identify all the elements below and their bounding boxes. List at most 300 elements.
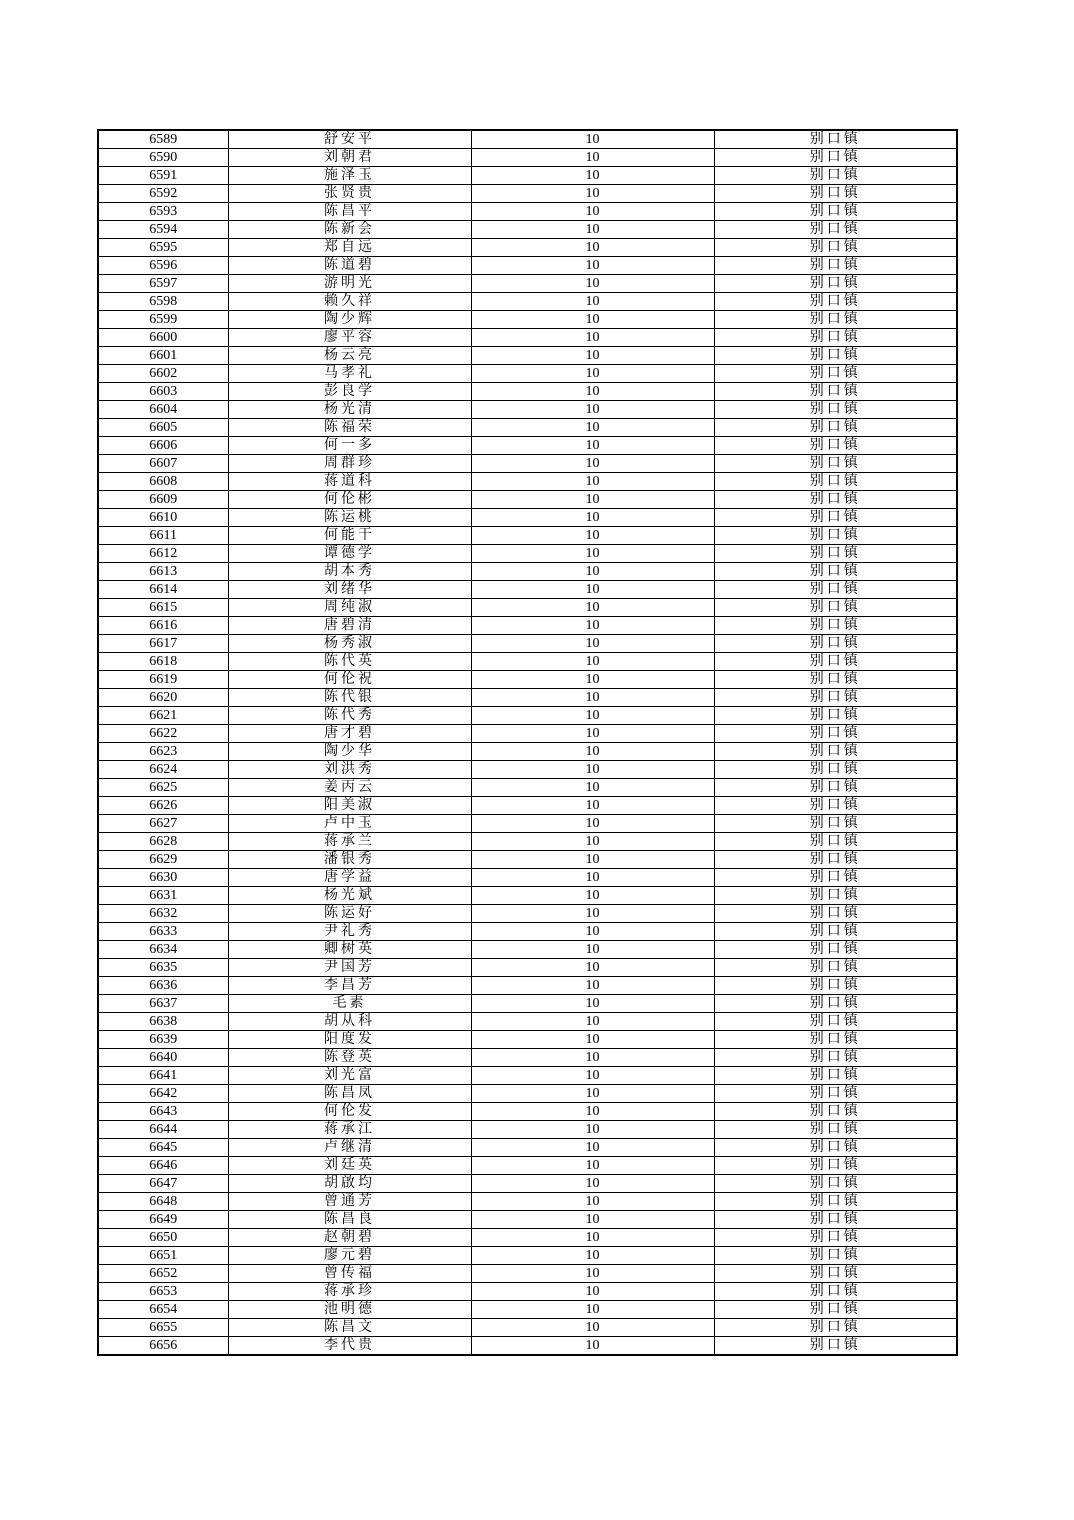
table-row <box>98 185 957 203</box>
row-id-cell: 6597 <box>98 275 228 293</box>
row-amount-cell: 10 <box>471 995 714 1013</box>
row-town-cell: 别口镇 <box>714 329 957 347</box>
row-name-cell: 陈道碧 <box>228 257 471 275</box>
row-amount-cell: 10 <box>471 833 714 851</box>
row-amount-cell: 10 <box>471 1031 714 1049</box>
row-name-cell: 潘银秀 <box>228 851 471 869</box>
row-name-cell: 陈福荣 <box>228 419 471 437</box>
row-id-cell: 6654 <box>98 1301 228 1319</box>
row-amount-cell: 10 <box>471 221 714 239</box>
table-row <box>98 1319 957 1337</box>
row-name-cell: 陈昌文 <box>228 1319 471 1337</box>
row-id-cell: 6612 <box>98 545 228 563</box>
row-id-cell: 6656 <box>98 1337 228 1356</box>
row-name-cell: 张贤贵 <box>228 185 471 203</box>
row-name-cell: 曾通芳 <box>228 1193 471 1211</box>
table-row <box>98 257 957 275</box>
row-town-cell: 别口镇 <box>714 419 957 437</box>
row-id-cell: 6647 <box>98 1175 228 1193</box>
row-amount-cell: 10 <box>471 581 714 599</box>
row-town-cell: 别口镇 <box>714 905 957 923</box>
table-row <box>98 941 957 959</box>
row-name-cell: 尹礼秀 <box>228 923 471 941</box>
row-id-cell: 6592 <box>98 185 228 203</box>
table-row <box>98 203 957 221</box>
row-id-cell: 6593 <box>98 203 228 221</box>
table-row <box>98 851 957 869</box>
row-amount-cell: 10 <box>471 887 714 905</box>
table-row <box>98 581 957 599</box>
row-id-cell: 6617 <box>98 635 228 653</box>
table-row <box>98 905 957 923</box>
row-name-cell: 刘光富 <box>228 1067 471 1085</box>
table-row <box>98 1337 957 1356</box>
row-amount-cell: 10 <box>471 689 714 707</box>
row-town-cell: 别口镇 <box>714 833 957 851</box>
row-id-cell: 6590 <box>98 149 228 167</box>
table-row <box>98 887 957 905</box>
table-row <box>98 275 957 293</box>
table-row <box>98 365 957 383</box>
row-amount-cell: 10 <box>471 1247 714 1265</box>
row-id-cell: 6644 <box>98 1121 228 1139</box>
row-town-cell: 别口镇 <box>714 167 957 185</box>
row-id-cell: 6601 <box>98 347 228 365</box>
table-row <box>98 1229 957 1247</box>
row-id-cell: 6636 <box>98 977 228 995</box>
row-town-cell: 别口镇 <box>714 869 957 887</box>
row-name-cell: 刘绪华 <box>228 581 471 599</box>
row-town-cell: 别口镇 <box>714 815 957 833</box>
row-amount-cell: 10 <box>471 203 714 221</box>
row-name-cell: 陈代英 <box>228 653 471 671</box>
row-id-cell: 6589 <box>98 130 228 149</box>
row-town-cell: 别口镇 <box>714 1301 957 1319</box>
row-town-cell: 别口镇 <box>714 1319 957 1337</box>
row-amount-cell: 10 <box>471 1157 714 1175</box>
table-row <box>98 563 957 581</box>
row-name-cell: 唐碧清 <box>228 617 471 635</box>
row-id-cell: 6611 <box>98 527 228 545</box>
row-id-cell: 6624 <box>98 761 228 779</box>
row-amount-cell: 10 <box>471 563 714 581</box>
row-name-cell: 何能干 <box>228 527 471 545</box>
row-name-cell: 唐学益 <box>228 869 471 887</box>
table-row <box>98 1121 957 1139</box>
row-name-cell: 李代贵 <box>228 1337 471 1356</box>
row-id-cell: 6639 <box>98 1031 228 1049</box>
row-amount-cell: 10 <box>471 491 714 509</box>
row-name-cell: 陈运好 <box>228 905 471 923</box>
row-town-cell: 别口镇 <box>714 653 957 671</box>
row-id-cell: 6622 <box>98 725 228 743</box>
row-name-cell: 唐才碧 <box>228 725 471 743</box>
row-town-cell: 别口镇 <box>714 275 957 293</box>
table-row <box>98 1157 957 1175</box>
row-town-cell: 别口镇 <box>714 1193 957 1211</box>
row-name-cell: 池明德 <box>228 1301 471 1319</box>
row-amount-cell: 10 <box>471 743 714 761</box>
row-id-cell: 6607 <box>98 455 228 473</box>
table-row <box>98 383 957 401</box>
table-body <box>98 130 957 1355</box>
row-town-cell: 别口镇 <box>714 491 957 509</box>
row-name-cell: 胡从科 <box>228 1013 471 1031</box>
row-id-cell: 6623 <box>98 743 228 761</box>
row-amount-cell: 10 <box>471 1211 714 1229</box>
row-amount-cell: 10 <box>471 311 714 329</box>
table-row <box>98 1211 957 1229</box>
row-town-cell: 别口镇 <box>714 1067 957 1085</box>
table-row <box>98 689 957 707</box>
row-name-cell: 尹国芳 <box>228 959 471 977</box>
table-row <box>98 797 957 815</box>
row-town-cell: 别口镇 <box>714 203 957 221</box>
row-id-cell: 6650 <box>98 1229 228 1247</box>
row-id-cell: 6609 <box>98 491 228 509</box>
row-amount-cell: 10 <box>471 329 714 347</box>
row-name-cell: 陈代秀 <box>228 707 471 725</box>
row-id-cell: 6616 <box>98 617 228 635</box>
row-town-cell: 别口镇 <box>714 779 957 797</box>
row-amount-cell: 10 <box>471 905 714 923</box>
row-id-cell: 6653 <box>98 1283 228 1301</box>
row-town-cell: 别口镇 <box>714 761 957 779</box>
row-town-cell: 别口镇 <box>714 239 957 257</box>
table-row <box>98 977 957 995</box>
row-amount-cell: 10 <box>471 1103 714 1121</box>
row-amount-cell: 10 <box>471 797 714 815</box>
row-name-cell: 舒安平 <box>228 130 471 149</box>
row-id-cell: 6638 <box>98 1013 228 1031</box>
table-row <box>98 221 957 239</box>
row-town-cell: 别口镇 <box>714 635 957 653</box>
row-town-cell: 别口镇 <box>714 1139 957 1157</box>
row-id-cell: 6606 <box>98 437 228 455</box>
row-town-cell: 别口镇 <box>714 797 957 815</box>
row-id-cell: 6619 <box>98 671 228 689</box>
row-id-cell: 6635 <box>98 959 228 977</box>
table-row <box>98 347 957 365</box>
row-town-cell: 别口镇 <box>714 527 957 545</box>
row-id-cell: 6633 <box>98 923 228 941</box>
row-town-cell: 别口镇 <box>714 455 957 473</box>
row-town-cell: 别口镇 <box>714 1121 957 1139</box>
table-row <box>98 329 957 347</box>
row-name-cell: 谭德学 <box>228 545 471 563</box>
table-row <box>98 1031 957 1049</box>
table-row <box>98 167 957 185</box>
row-amount-cell: 10 <box>471 671 714 689</box>
row-id-cell: 6591 <box>98 167 228 185</box>
row-name-cell: 卢继清 <box>228 1139 471 1157</box>
table-row <box>98 599 957 617</box>
row-town-cell: 别口镇 <box>714 599 957 617</box>
row-name-cell: 何一多 <box>228 437 471 455</box>
row-id-cell: 6604 <box>98 401 228 419</box>
row-amount-cell: 10 <box>471 167 714 185</box>
row-id-cell: 6595 <box>98 239 228 257</box>
table-row <box>98 509 957 527</box>
row-town-cell: 别口镇 <box>714 995 957 1013</box>
row-amount-cell: 10 <box>471 923 714 941</box>
row-id-cell: 6632 <box>98 905 228 923</box>
row-amount-cell: 10 <box>471 365 714 383</box>
row-amount-cell: 10 <box>471 257 714 275</box>
row-name-cell: 廖平容 <box>228 329 471 347</box>
row-id-cell: 6608 <box>98 473 228 491</box>
table-row <box>98 653 957 671</box>
row-town-cell: 别口镇 <box>714 851 957 869</box>
table-row <box>98 869 957 887</box>
row-town-cell: 别口镇 <box>714 617 957 635</box>
table-row <box>98 707 957 725</box>
row-name-cell: 胡啟均 <box>228 1175 471 1193</box>
row-id-cell: 6634 <box>98 941 228 959</box>
row-id-cell: 6631 <box>98 887 228 905</box>
row-name-cell: 卿树英 <box>228 941 471 959</box>
table-row <box>98 293 957 311</box>
row-id-cell: 6596 <box>98 257 228 275</box>
row-amount-cell: 10 <box>471 130 714 149</box>
row-id-cell: 6629 <box>98 851 228 869</box>
row-town-cell: 别口镇 <box>714 293 957 311</box>
row-amount-cell: 10 <box>471 815 714 833</box>
table-row <box>98 239 957 257</box>
row-amount-cell: 10 <box>471 1121 714 1139</box>
row-amount-cell: 10 <box>471 779 714 797</box>
row-amount-cell: 10 <box>471 761 714 779</box>
row-amount-cell: 10 <box>471 473 714 491</box>
row-amount-cell: 10 <box>471 437 714 455</box>
row-amount-cell: 10 <box>471 1265 714 1283</box>
row-amount-cell: 10 <box>471 959 714 977</box>
row-town-cell: 别口镇 <box>714 1247 957 1265</box>
row-town-cell: 别口镇 <box>714 473 957 491</box>
row-id-cell: 6615 <box>98 599 228 617</box>
row-name-cell: 蒋承兰 <box>228 833 471 851</box>
row-id-cell: 6618 <box>98 653 228 671</box>
row-town-cell: 别口镇 <box>714 437 957 455</box>
row-amount-cell: 10 <box>471 347 714 365</box>
row-amount-cell: 10 <box>471 149 714 167</box>
row-name-cell: 施泽玉 <box>228 167 471 185</box>
row-amount-cell: 10 <box>471 977 714 995</box>
row-town-cell: 别口镇 <box>714 545 957 563</box>
table-row <box>98 311 957 329</box>
row-town-cell: 别口镇 <box>714 347 957 365</box>
row-name-cell: 卢中玉 <box>228 815 471 833</box>
row-amount-cell: 10 <box>471 1175 714 1193</box>
row-name-cell: 陶少华 <box>228 743 471 761</box>
row-name-cell: 毛素 <box>228 995 471 1013</box>
table-row <box>98 833 957 851</box>
row-name-cell: 游明光 <box>228 275 471 293</box>
row-name-cell: 刘洪秀 <box>228 761 471 779</box>
row-amount-cell: 10 <box>471 725 714 743</box>
row-id-cell: 6626 <box>98 797 228 815</box>
row-town-cell: 别口镇 <box>714 130 957 149</box>
row-name-cell: 廖元碧 <box>228 1247 471 1265</box>
row-amount-cell: 10 <box>471 293 714 311</box>
row-name-cell: 赵朝碧 <box>228 1229 471 1247</box>
row-amount-cell: 10 <box>471 1049 714 1067</box>
row-town-cell: 别口镇 <box>714 959 957 977</box>
row-amount-cell: 10 <box>471 617 714 635</box>
row-town-cell: 别口镇 <box>714 1175 957 1193</box>
row-name-cell: 杨云亮 <box>228 347 471 365</box>
row-amount-cell: 10 <box>471 1283 714 1301</box>
row-name-cell: 何伦发 <box>228 1103 471 1121</box>
row-amount-cell: 10 <box>471 527 714 545</box>
row-amount-cell: 10 <box>471 545 714 563</box>
row-id-cell: 6642 <box>98 1085 228 1103</box>
row-amount-cell: 10 <box>471 941 714 959</box>
table-row <box>98 545 957 563</box>
table-row <box>98 779 957 797</box>
row-amount-cell: 10 <box>471 1139 714 1157</box>
row-amount-cell: 10 <box>471 419 714 437</box>
row-name-cell: 何伦祝 <box>228 671 471 689</box>
row-name-cell: 陈昌良 <box>228 1211 471 1229</box>
row-town-cell: 别口镇 <box>714 149 957 167</box>
row-town-cell: 别口镇 <box>714 509 957 527</box>
row-name-cell: 郑自远 <box>228 239 471 257</box>
row-town-cell: 别口镇 <box>714 1337 957 1356</box>
row-id-cell: 6651 <box>98 1247 228 1265</box>
table-row <box>98 1013 957 1031</box>
row-name-cell: 周纯淑 <box>228 599 471 617</box>
row-id-cell: 6605 <box>98 419 228 437</box>
table-row <box>98 419 957 437</box>
row-town-cell: 别口镇 <box>714 1229 957 1247</box>
row-name-cell: 蒋承江 <box>228 1121 471 1139</box>
row-id-cell: 6641 <box>98 1067 228 1085</box>
table-row <box>98 1049 957 1067</box>
row-id-cell: 6640 <box>98 1049 228 1067</box>
table-row <box>98 473 957 491</box>
row-id-cell: 6637 <box>98 995 228 1013</box>
row-name-cell: 杨光清 <box>228 401 471 419</box>
row-id-cell: 6625 <box>98 779 228 797</box>
row-town-cell: 别口镇 <box>714 743 957 761</box>
row-town-cell: 别口镇 <box>714 1031 957 1049</box>
row-name-cell: 阳度发 <box>228 1031 471 1049</box>
row-town-cell: 别口镇 <box>714 1283 957 1301</box>
row-id-cell: 6599 <box>98 311 228 329</box>
table-row <box>98 923 957 941</box>
row-name-cell: 彭良学 <box>228 383 471 401</box>
row-name-cell: 刘廷英 <box>228 1157 471 1175</box>
row-id-cell: 6594 <box>98 221 228 239</box>
table-row <box>98 761 957 779</box>
table-row <box>98 1283 957 1301</box>
row-town-cell: 别口镇 <box>714 1049 957 1067</box>
row-town-cell: 别口镇 <box>714 941 957 959</box>
row-name-cell: 刘朝君 <box>228 149 471 167</box>
table-row <box>98 671 957 689</box>
row-amount-cell: 10 <box>471 653 714 671</box>
row-id-cell: 6614 <box>98 581 228 599</box>
row-amount-cell: 10 <box>471 1301 714 1319</box>
row-town-cell: 别口镇 <box>714 221 957 239</box>
row-town-cell: 别口镇 <box>714 365 957 383</box>
row-town-cell: 别口镇 <box>714 887 957 905</box>
row-id-cell: 6620 <box>98 689 228 707</box>
row-name-cell: 蒋道科 <box>228 473 471 491</box>
row-id-cell: 6646 <box>98 1157 228 1175</box>
row-town-cell: 别口镇 <box>714 923 957 941</box>
row-amount-cell: 10 <box>471 851 714 869</box>
table-row <box>98 617 957 635</box>
row-amount-cell: 10 <box>471 1337 714 1356</box>
row-town-cell: 别口镇 <box>714 311 957 329</box>
row-amount-cell: 10 <box>471 401 714 419</box>
row-amount-cell: 10 <box>471 599 714 617</box>
table-row <box>98 743 957 761</box>
row-amount-cell: 10 <box>471 1085 714 1103</box>
row-name-cell: 马孝礼 <box>228 365 471 383</box>
row-town-cell: 别口镇 <box>714 671 957 689</box>
row-name-cell: 曾传福 <box>228 1265 471 1283</box>
table-row <box>98 815 957 833</box>
row-name-cell: 杨秀淑 <box>228 635 471 653</box>
row-amount-cell: 10 <box>471 1229 714 1247</box>
row-town-cell: 别口镇 <box>714 1103 957 1121</box>
row-town-cell: 别口镇 <box>714 383 957 401</box>
row-name-cell: 周群珍 <box>228 455 471 473</box>
row-name-cell: 陈运桃 <box>228 509 471 527</box>
row-name-cell: 陈昌平 <box>228 203 471 221</box>
row-id-cell: 6598 <box>98 293 228 311</box>
table-row <box>98 455 957 473</box>
row-name-cell: 李昌芳 <box>228 977 471 995</box>
row-town-cell: 别口镇 <box>714 707 957 725</box>
row-name-cell: 赖久祥 <box>228 293 471 311</box>
row-id-cell: 6613 <box>98 563 228 581</box>
table-row <box>98 1085 957 1103</box>
row-amount-cell: 10 <box>471 869 714 887</box>
row-id-cell: 6645 <box>98 1139 228 1157</box>
row-name-cell: 阳美淑 <box>228 797 471 815</box>
row-id-cell: 6627 <box>98 815 228 833</box>
row-name-cell: 陈新会 <box>228 221 471 239</box>
row-town-cell: 别口镇 <box>714 581 957 599</box>
row-town-cell: 别口镇 <box>714 1211 957 1229</box>
row-id-cell: 6610 <box>98 509 228 527</box>
row-id-cell: 6630 <box>98 869 228 887</box>
row-amount-cell: 10 <box>471 239 714 257</box>
row-name-cell: 陶少辉 <box>228 311 471 329</box>
row-name-cell: 陈代银 <box>228 689 471 707</box>
row-name-cell: 蒋承珍 <box>228 1283 471 1301</box>
row-amount-cell: 10 <box>471 1193 714 1211</box>
table-row <box>98 1139 957 1157</box>
row-town-cell: 别口镇 <box>714 1085 957 1103</box>
row-amount-cell: 10 <box>471 383 714 401</box>
table-row <box>98 130 957 149</box>
table-row <box>98 725 957 743</box>
row-town-cell: 别口镇 <box>714 689 957 707</box>
row-town-cell: 别口镇 <box>714 563 957 581</box>
row-amount-cell: 10 <box>471 455 714 473</box>
row-name-cell: 陈昌凤 <box>228 1085 471 1103</box>
table-row <box>98 149 957 167</box>
row-amount-cell: 10 <box>471 707 714 725</box>
table-row <box>98 1193 957 1211</box>
row-name-cell: 胡本秀 <box>228 563 471 581</box>
table-row <box>98 527 957 545</box>
